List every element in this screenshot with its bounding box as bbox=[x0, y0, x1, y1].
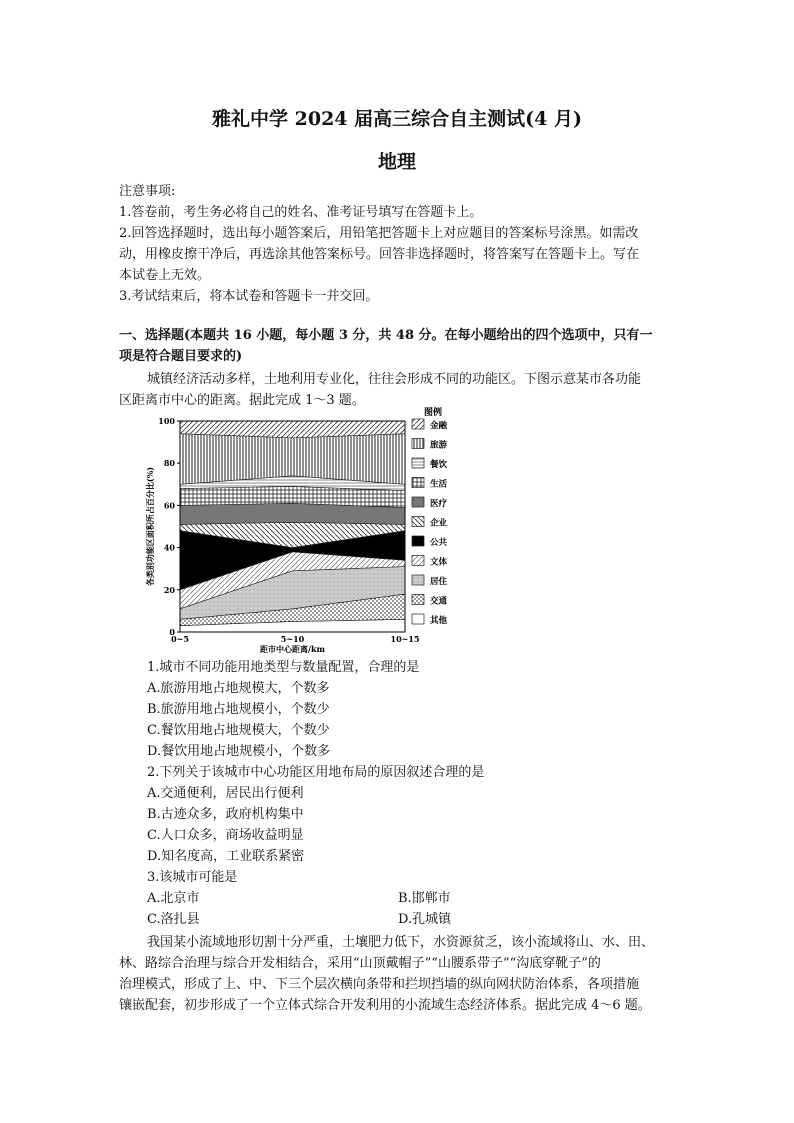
section-heading: 一、选择题(本题共 16 小题，每小题 3 分，共 48 分。在每小题给出的四个选项中，只有一 bbox=[119, 328, 653, 343]
legend-swatch bbox=[412, 478, 424, 488]
option-3d: D.孔城镇 bbox=[398, 912, 452, 927]
intro-text: 区距离市中心的距离。据此完成 1～3 题。 bbox=[119, 393, 365, 408]
legend-swatch bbox=[412, 439, 424, 449]
notice-item: 3.考试结束后，将本试卷和答题卡一并交回。 bbox=[119, 289, 379, 304]
x-tick-label: 10~15 bbox=[390, 634, 420, 644]
notice-heading: 注意事项: bbox=[119, 184, 176, 199]
legend-label: 餐饮 bbox=[430, 460, 448, 470]
legend-label: 旅游 bbox=[430, 440, 448, 451]
y-tick-label: 0 bbox=[169, 627, 175, 637]
legend-swatch bbox=[412, 458, 424, 468]
option-1d: D.餐饮用地占地规模小，个数多 bbox=[147, 744, 331, 759]
notice-item: 动，用橡皮擦干净后，再选涂其他答案标号。回答非选择题时，将答案写在答题卡上。写在 bbox=[119, 247, 640, 262]
intro-text: 城镇经济活动多样，土地利用专业化，往往会形成不同的功能区。下图示意某市各功能 bbox=[147, 372, 642, 387]
notice-item: 1.答卷前，考生务必将自己的姓名、准考证号填写在答题卡上。 bbox=[119, 205, 483, 220]
legend-swatch bbox=[412, 497, 424, 507]
question-stem: 3.该城市可能是 bbox=[147, 870, 238, 885]
legend-label: 文体 bbox=[430, 557, 448, 568]
option-1b: B.旅游用地占地规模小，个数少 bbox=[147, 702, 330, 717]
y-tick-label: 40 bbox=[163, 542, 175, 553]
legend-label: 医疗 bbox=[430, 499, 448, 509]
y-axis-label: 各类别功能区面积所占百分比(%) bbox=[145, 466, 155, 587]
option-2b: B.古迹众多，政府机构集中 bbox=[147, 807, 304, 822]
stacked-area-chart bbox=[140, 404, 460, 660]
legend-swatch bbox=[412, 419, 424, 429]
y-tick-label: 60 bbox=[163, 500, 175, 511]
option-3c: C.洛扎县 bbox=[147, 912, 200, 927]
option-3b: B.邯郸市 bbox=[398, 891, 451, 906]
option-2a: A.交通便利，居民出行便利 bbox=[147, 786, 304, 801]
y-tick-label: 100 bbox=[158, 416, 175, 426]
passage-line: 我国某小流域地形切割十分严重，土壤肥力低下，水资源贫乏，该小流域将山、水、田、 bbox=[147, 935, 655, 950]
legend bbox=[412, 406, 448, 626]
y-tick-label: 80 bbox=[163, 458, 175, 469]
passage-line: 镶嵌配套，初步形成了一个立体式综合开发利用的小流域生态经济体系。据此完成 4～6 题。 bbox=[119, 998, 651, 1013]
legend-title: 图例 bbox=[424, 408, 443, 418]
option-3a: A.北京市 bbox=[147, 891, 200, 906]
legend-swatch bbox=[412, 575, 424, 585]
y-tick-label: 20 bbox=[163, 584, 175, 595]
legend-label: 交通 bbox=[430, 596, 448, 607]
exam-title: 雅礼中学 2024 届高三综合自主测试(4 月) bbox=[212, 108, 582, 130]
question-stem: 1.城市不同功能用地类型与数量配置，合理的是 bbox=[147, 660, 420, 675]
subject-title: 地理 bbox=[377, 151, 416, 173]
legend-label: 公共 bbox=[430, 538, 448, 548]
option-2d: D.知名度高，工业联系紧密 bbox=[147, 849, 305, 864]
legend-swatch bbox=[412, 614, 424, 624]
legend-swatch bbox=[412, 595, 424, 605]
legend-label: 其他 bbox=[430, 616, 448, 626]
x-tick-label: 0~5 bbox=[171, 634, 189, 644]
legend-swatch bbox=[412, 536, 424, 546]
option-2c: C.人口众多，商场收益明显 bbox=[147, 828, 304, 843]
notice-item: 2.回答选择题时，选出每小题答案后，用铅笔把答题卡上对应题目的答案标号涂黑。如需改 bbox=[119, 226, 639, 241]
question-stem: 2.下列关于该城市中心功能区用地布局的原因叙述合理的是 bbox=[147, 765, 485, 780]
section-heading: 项是符合题目要求的) bbox=[119, 349, 243, 364]
option-1c: C.餐饮用地占地规模大，个数少 bbox=[147, 723, 330, 738]
notice-item: 本试卷上无效。 bbox=[119, 268, 211, 283]
option-1a: A.旅游用地占地规模大，个数多 bbox=[147, 681, 330, 696]
passage-line: 治理模式，形成了上、中、下三个层次横向条带和拦坝挡墙的纵向网状防治体系，各项措施 bbox=[119, 977, 640, 992]
legend-label: 金融 bbox=[430, 421, 448, 431]
x-axis-label: 距市中心距离/km bbox=[260, 644, 325, 654]
legend-label: 企业 bbox=[430, 518, 448, 529]
passage-line: 林、路综合治理与综合开发相结合，采用“山顶戴帽子”“山腰系带子”“沟底穿靴子”的 bbox=[119, 956, 601, 971]
plot-areas bbox=[180, 421, 405, 632]
legend-label: 生活 bbox=[430, 479, 448, 490]
legend-swatch bbox=[412, 556, 424, 566]
legend-swatch bbox=[412, 517, 424, 527]
legend-label: 居住 bbox=[430, 577, 448, 587]
x-tick-label: 5~10 bbox=[280, 634, 305, 644]
